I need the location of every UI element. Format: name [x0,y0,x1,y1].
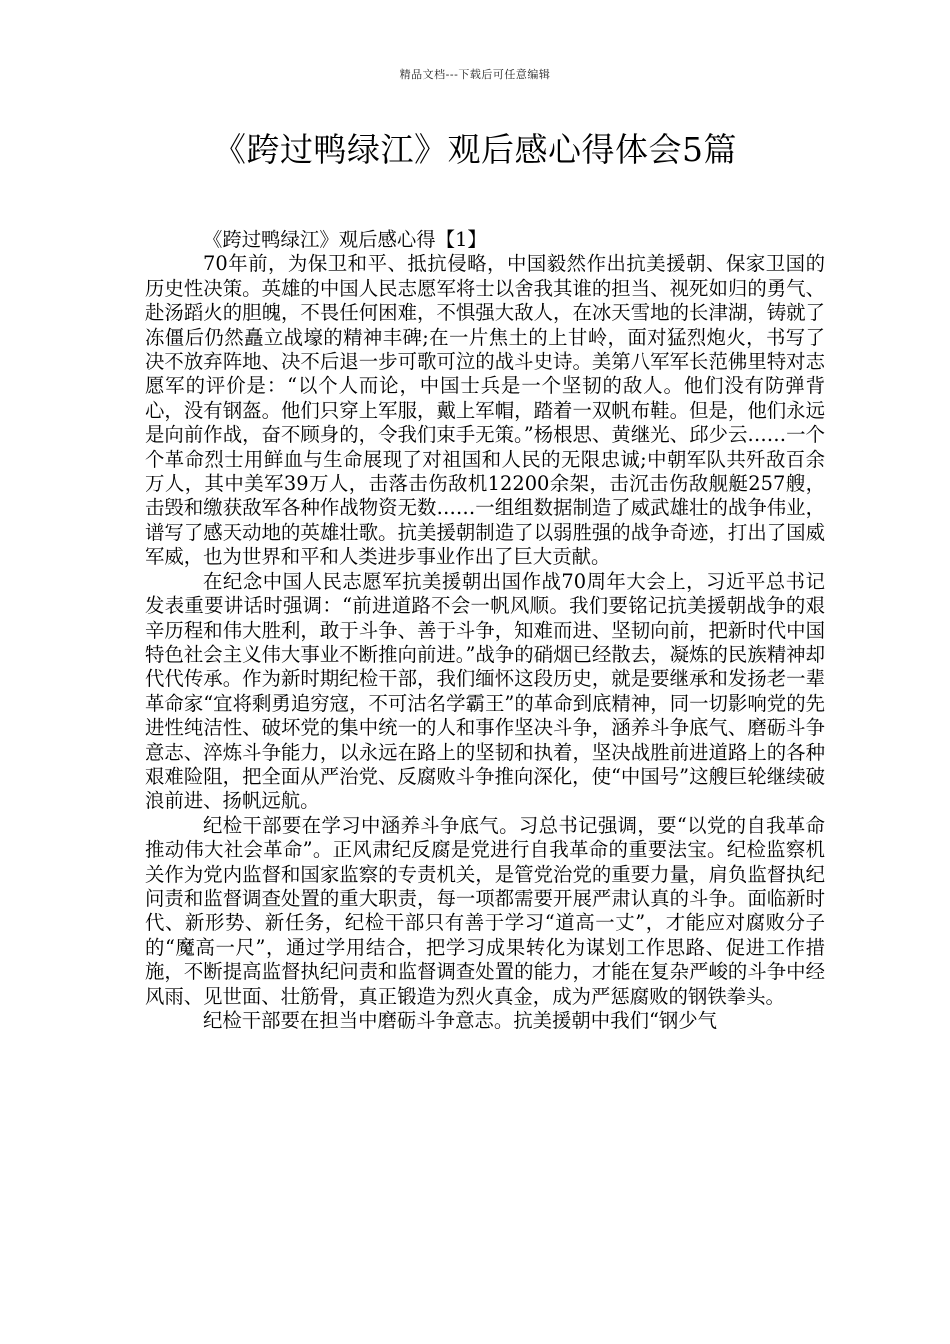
paragraph: 纪检干部要在学习中涵养斗争底气。习总书记强调，要“以党的自我革命推动伟大社会革命”。正风肃纪反腐是党进行自我革命的重要法宝。纪检监察机关作为党内监督和国家监察的专责机关，是管党治党的重要力量，肩负监督执纪问责和监督调查处置的重大职责，每一项都需要开展严肃认真的斗争。面临新时代、新形势、新任务，纪检干部只有善于学习“道高一丈”，才能应对腐败分子的“魔高一尺”，通过学用结合，把学习成果转化为谋划工作思路、促进工作措施，不断提高监督执纪问责和监督调查处置的能力，才能在复杂严峻的斗争中经风雨、见世面、壮筋骨，真正锻造为烈火真金，成为严惩腐败的钢铁拳头。 [145,813,825,1008]
paragraph: 70年前，为保卫和平、抵抗侵略，中国毅然作出抗美援朝、保家卫国的历史性决策。英雄的中国人民志愿军将士以舍我其谁的担当、视死如归的勇气、赴汤蹈火的胆魄，不畏任何困难，不惧强大敌人，在冰天雪地的长津湖，铸就了冻僵后仍然矗立战壕的精神丰碑;在一片焦土的上甘岭，面对猛烈炮火，书写了决不放弃阵地、决不后退一步可歌可泣的战斗史诗。美第八军军长范佛里特对志愿军的评价是：“以个人而论，中国士兵是一个坚韧的敌人。他们没有防弹背心，没有钢盔。他们只穿上军服，戴上军帽，踏着一双帆布鞋。但是，他们永远是向前作战，奋不顾身的，令我们束手无策。”杨根思、黄继光、邱少云……一个个革命烈士用鲜血与生命展现了对祖国和人民的无限忠诚;中朝军队共歼敌百余万人，其中美军39万人，击落击伤敌机12200余架，击沉击伤敌舰艇257艘，击毁和缴获敌军各种作战物资无数……一组组数据制造了威武雄壮的战争伟业，谱写了感天动地的英雄壮歌。抗美援朝制造了以弱胜强的战争奇迹，打出了国威军威，也为世界和平和人类进步事业作出了巨大贡献。 [145,252,825,569]
paragraph: 在纪念中国人民志愿军抗美援朝出国作战70周年大会上，习近平总书记发表重要讲话时强调：“前进道路不会一帆风顺。我们要铭记抗美援朝战争的艰辛历程和伟大胜利，敢于斗争、善于斗争，知难而进、坚韧向前，把新时代中国特色社会主义伟大事业不断推向前进。”战争的硝烟已经散去，凝炼的民族精神却代代传承。作为新时期纪检干部，我们缅怀这段历史，就是要继承和发扬老一辈革命家“宜将剩勇追穷寇，不可沽名学霸王”的革命到底精神，同一切影响党的先进性纯洁性、破坏党的集中统一的人和事作坚决斗争，涵养斗争底气、磨砺斗争意志、淬炼斗争能力，以永远在路上的坚韧和执着，坚决战胜前进道路上的各种艰难险阻，把全面从严治党、反腐败斗争推向深化，使“中国号”这艘巨轮继续破浪前进、扬帆远航。 [145,569,825,813]
document-title: 《跨过鸭绿江》观后感心得体会5篇 [213,130,737,169]
header-note: 精品文档---下载后可任意编辑 [399,68,551,81]
document-body [145,228,825,1033]
paragraph: 纪检干部要在担当中磨砺斗争意志。抗美援朝中我们“钢少气 [203,1009,718,1032]
section-heading: 《跨过鸭绿江》观后感心得【1】 [203,228,487,251]
